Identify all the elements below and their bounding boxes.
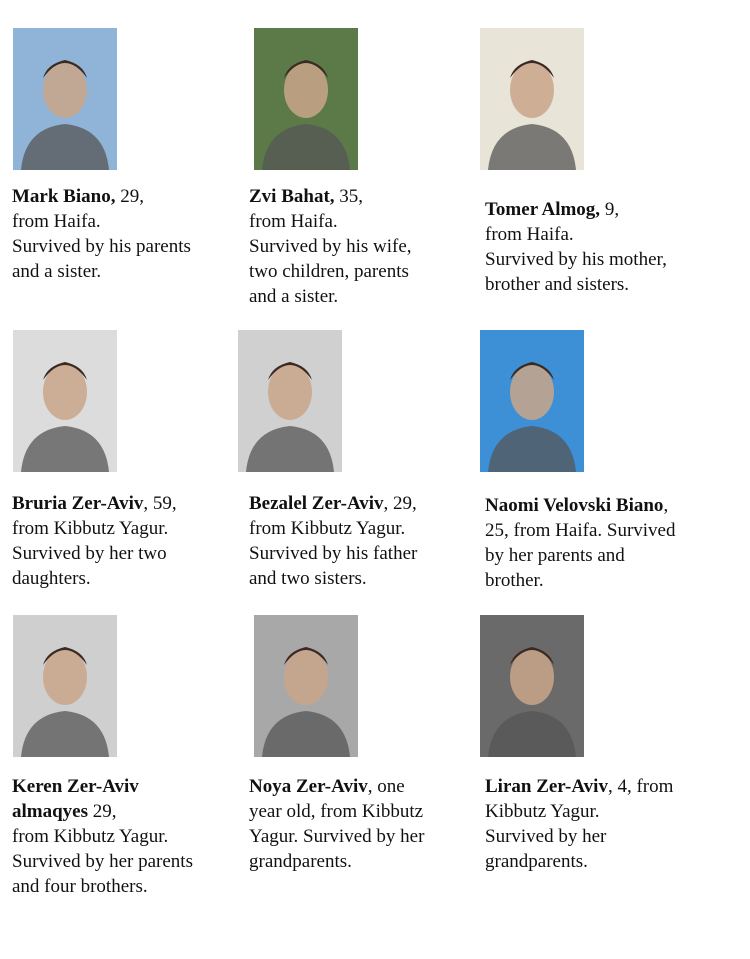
victim-caption: [485, 493, 675, 593]
victim-caption: [12, 184, 191, 284]
portrait-photo: [480, 330, 584, 472]
victim-name: Noya Zer-Aviv: [249, 776, 368, 797]
victim-details: , 25, from Haifa. Survived by her parents and brother.: [485, 495, 676, 591]
victim-name: Tomer Almog,: [485, 199, 601, 220]
portrait-photo: [13, 28, 117, 170]
victim-name: Keren Zer-Aviv almaqyes: [12, 776, 139, 822]
victim-caption: [12, 491, 177, 591]
portrait-photo: [13, 615, 117, 757]
victim-details: , one year old, from Kibbutz Yagur. Survived by her grandparents.: [249, 776, 425, 872]
portrait-photo: [480, 615, 584, 757]
victim-details: , 59, from Kibbutz Yagur. Survived by her two daughters.: [12, 493, 177, 589]
victim-details: , 29, from Kibbutz Yagur. Survived by his father and two sisters.: [249, 493, 418, 589]
victim-details: 29, from Kibbutz Yagur. Survived by her parents and four brothers.: [12, 801, 193, 897]
victim-caption: [12, 774, 193, 899]
victim-details: 35, from Haifa. Survived by his wife, two children, parents and a sister.: [249, 186, 412, 307]
victim-name: Bruria Zer-Aviv: [12, 493, 144, 514]
victim-name: Zvi Bahat,: [249, 186, 335, 207]
victim-caption: [249, 491, 417, 591]
portrait-photo: [254, 615, 358, 757]
victim-caption: [485, 197, 667, 297]
victim-name: Mark Biano,: [12, 186, 116, 207]
victim-name: Liran Zer-Aviv: [485, 776, 608, 797]
portrait-photo: [238, 330, 342, 472]
victim-caption: [249, 184, 412, 309]
victim-name: Bezalel Zer-Aviv: [249, 493, 384, 514]
portrait-photo: [254, 28, 358, 170]
victim-caption: [249, 774, 424, 874]
victim-details: , 4, from Kibbutz Yagur. Survived by her grandparents.: [485, 776, 674, 872]
victim-caption: [485, 774, 673, 874]
victim-name: Naomi Velovski Biano: [485, 495, 664, 516]
victim-details: 29, from Haifa. Survived by his parents and a sister.: [12, 186, 191, 282]
portrait-photo: [480, 28, 584, 170]
portrait-photo: [13, 330, 117, 472]
victim-details: 9, from Haifa. Survived by his mother, brother and sisters.: [485, 199, 667, 295]
